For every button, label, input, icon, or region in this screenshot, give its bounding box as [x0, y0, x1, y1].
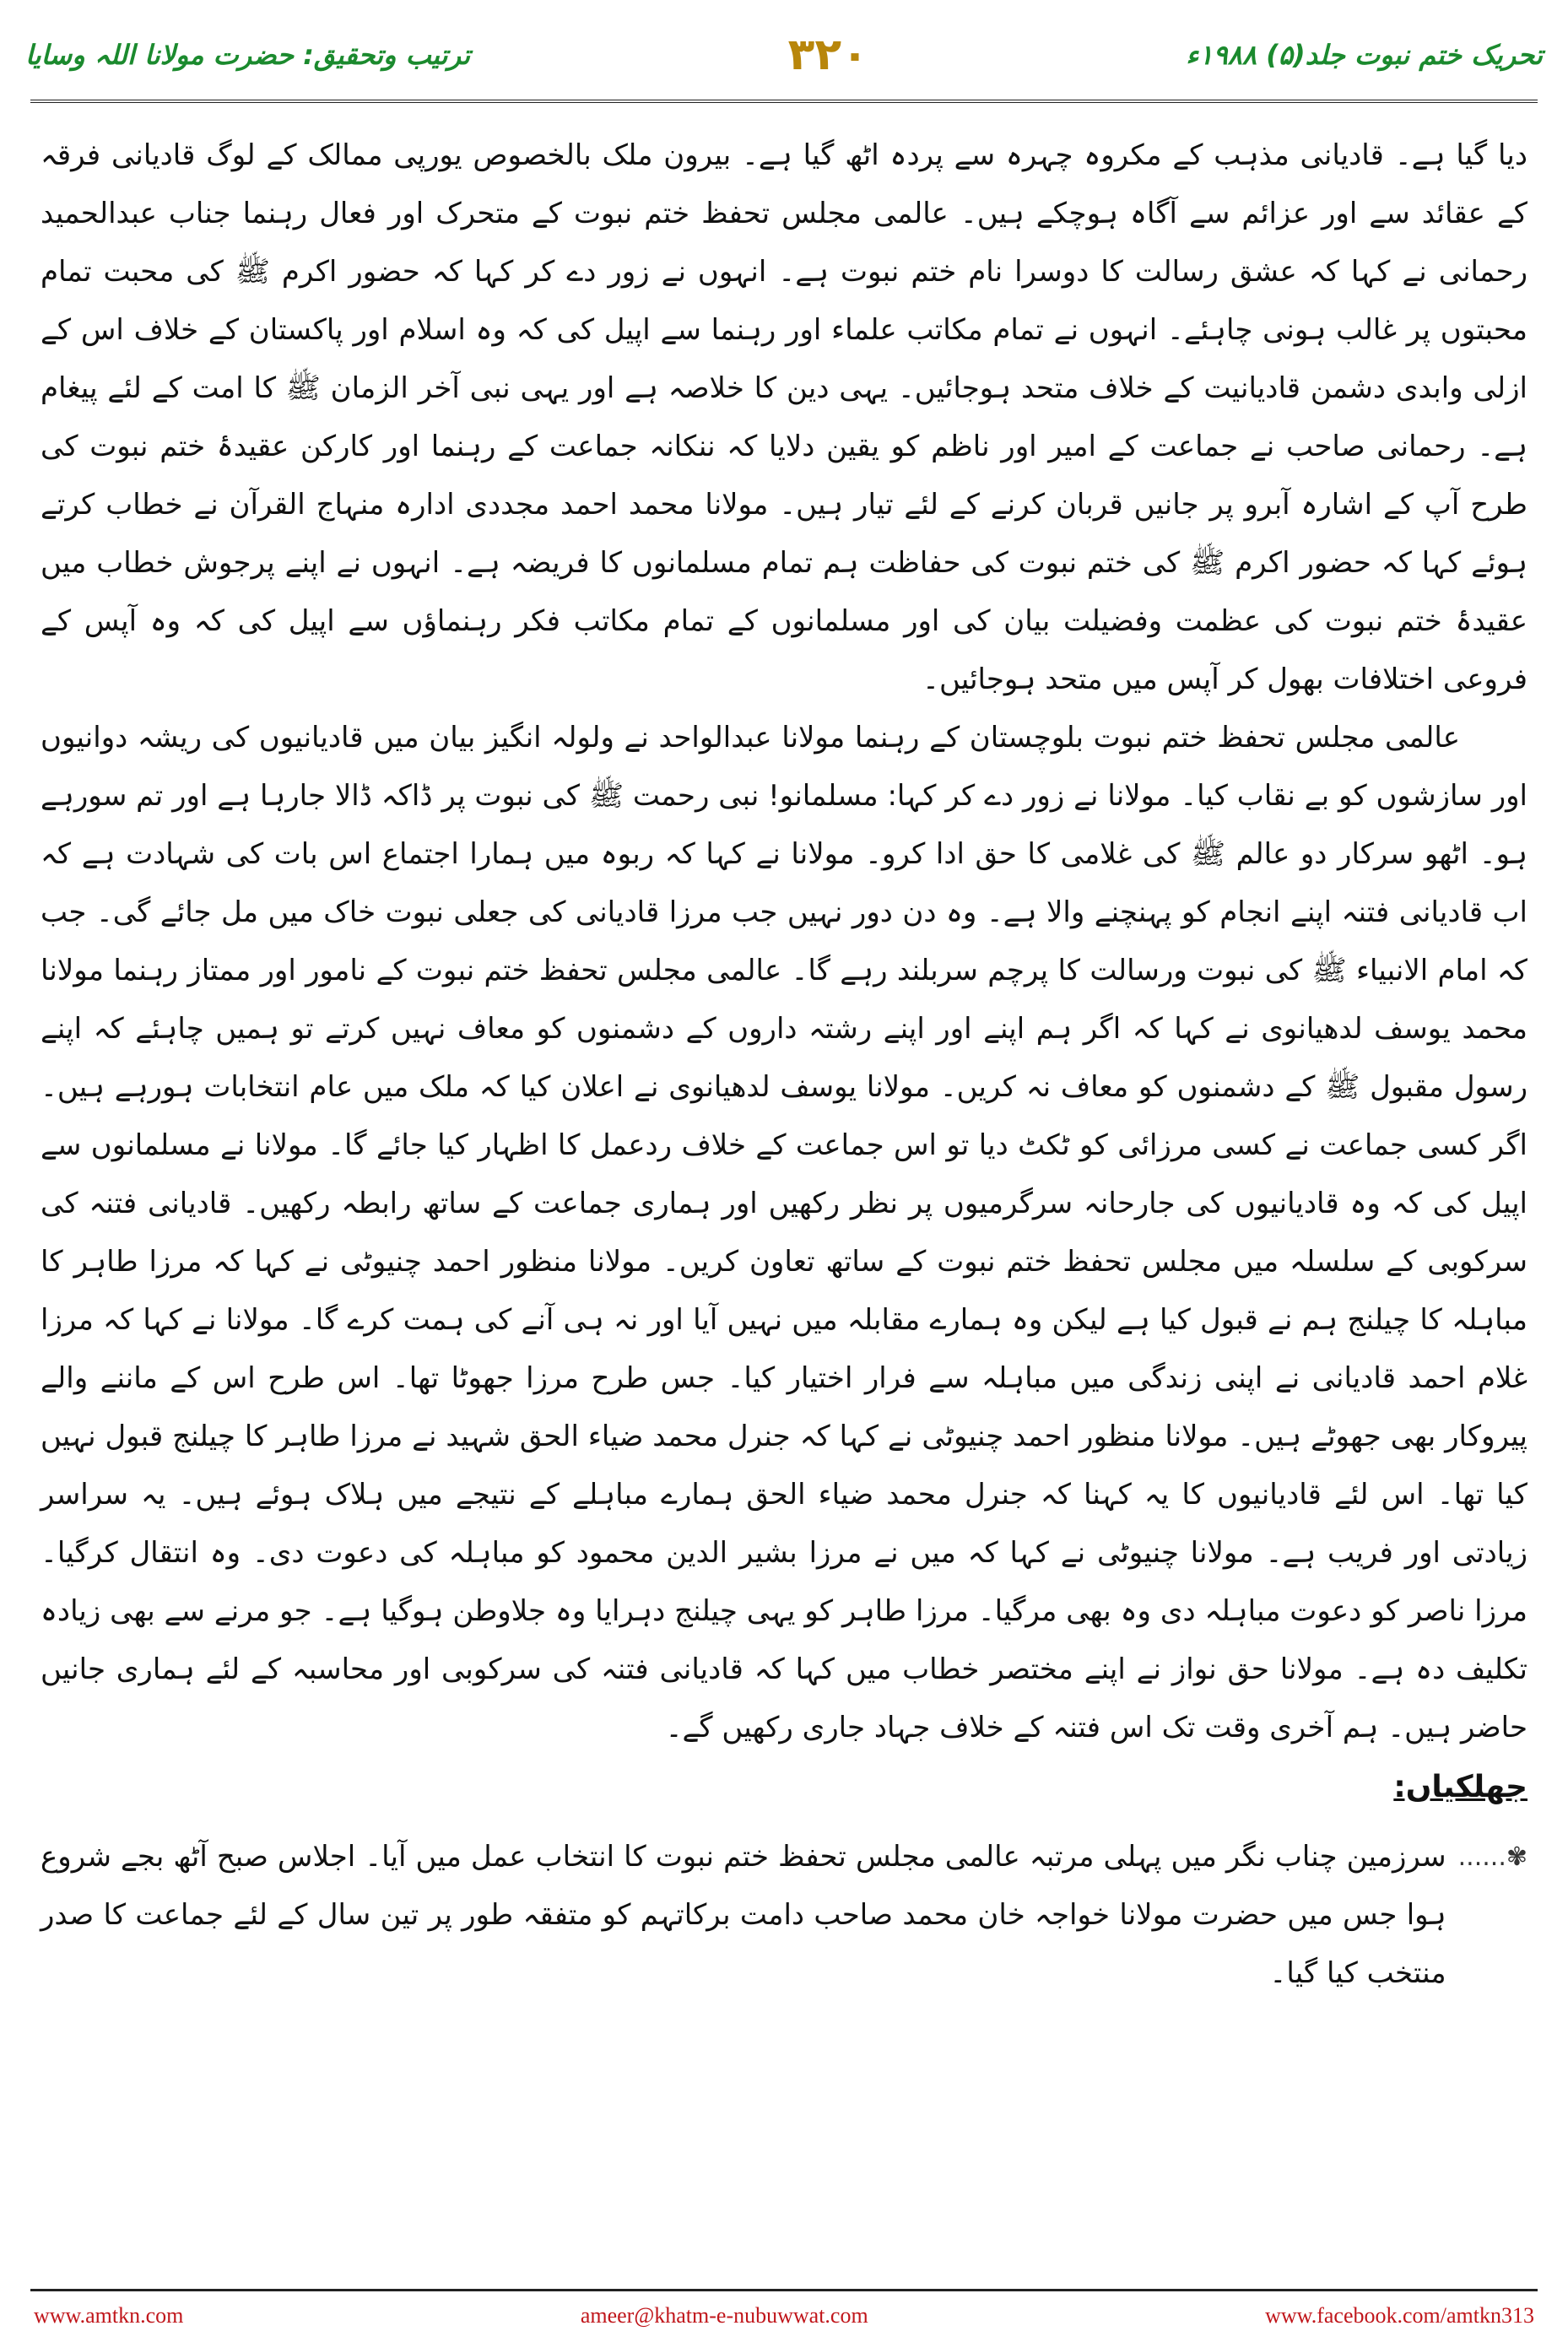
bullet-item: [41, 1828, 1527, 2003]
bullet-text: سرزمین چناب نگر میں پہلی مرتبہ عالمی مجلس تحفظ ختم نبوت کا انتخاب عمل میں آیا۔ اجلاس صبح آٹھ بجے شروع ہوا جس میں حضرت مولانا خواجہ خان محمد صاحب دامت برکاتہم کو متفقہ طور پر تین سال کے لئے جماعت کا صدر منتخب کیا گیا۔: [41, 1840, 1446, 1990]
page-footer: [34, 2299, 1534, 2333]
header-compiler: ترتیب وتحقیق: حضرت مولانا اللہ وسایا: [25, 39, 471, 71]
footer-facebook[interactable]: www.facebook.com/amtkn313: [1265, 2303, 1534, 2328]
paragraph-1: دیا گیا ہے۔ قادیانی مذہب کے مکروہ چہرہ سے پردہ اٹھ گیا ہے۔ بیرون ملک بالخصوص یورپی ممالک کے لوگ قادیانی فرقہ کے عقائد سے اور عزائم سے آگاہ ہوچکے ہیں۔ عالمی مجلس تحفظ ختم نبوت کے متحرک اور فعال رہنما جناب عبدالحمید رحمانی نے کہا کہ عشق رسالت کا دوسرا نام ختم نبوت ہے۔ انہوں نے زور دے کر کہا کہ حضور اکرم ﷺ کی محبت تمام محبتوں پر غالب ہونی چاہئے۔ انہوں نے تمام مکاتب علماء اور رہنما سے اپیل کی کہ وہ اسلام اور پاکستان کے خلاف اس کے ازلی وابدی دشمن قادیانیت کے خلاف متحد ہوجائیں۔ یہی دین کا خلاصہ ہے اور یہی نبی آخر الزمان ﷺ کا امت کے لئے پیغام ہے۔ رحمانی صاحب نے جماعت کے امیر اور ناظم کو یقین دلایا کہ ننکانہ جماعت کے رہنما اور کارکن عقیدۂ ختم نبوت کی طرح آپ کے اشارہ آبرو پر جانیں قربان کرنے کے لئے تیار ہیں۔ مولانا محمد احمد مجددی ادارہ منہاج القرآن نے خطاب کرتے ہوئے کہا کہ حضور اکرم ﷺ کی ختم نبوت کی حفاظت ہم تمام مسلمانوں کا فریضہ ہے۔ انہوں نے اپنے پرجوش خطاب میں عقیدۂ ختم نبوت کی عظمت وفضیلت بیان کی اور مسلمانوں کے تمام مکاتب فکر رہنماؤں سے اپیل کی کہ وہ آپس کے فروعی اختلافات بھول کر آپس میں متحد ہوجائیں۔: [41, 138, 1527, 696]
subheading-text: جھلکیاں:: [1393, 1770, 1527, 1804]
paragraph-2: عالمی مجلس تحفظ ختم نبوت بلوچستان کے رہنما مولانا عبدالواحد نے ولولہ انگیز بیان میں قادیانیوں کی ریشہ دوانیوں اور سازشوں کو بے نقاب کیا۔ مولانا نے زور دے کر کہا: مسلمانو! نبی رحمت ﷺ کی نبوت پر ڈاکہ ڈالا جارہا ہے اور تم سورہے ہو۔ اٹھو سرکار دو عالم ﷺ کی غلامی کا حق ادا کرو۔ مولانا نے کہا کہ ربوہ میں ہمارا اجتماع اس بات کی شہادت ہے کہ اب قادیانی فتنہ اپنے انجام کو پہنچنے والا ہے۔ وہ دن دور نہیں جب مرزا قادیانی کی جعلی نبوت خاک میں مل جائے گی۔ جب کہ امام الانبیاء ﷺ کی نبوت ورسالت کا پرچم سربلند رہے گا۔ عالمی مجلس تحفظ ختم نبوت کے نامور اور ممتاز رہنما مولانا محمد یوسف لدھیانوی نے کہا کہ اگر ہم اپنے اور اپنے رشتہ داروں کے دشمنوں کو معاف نہیں کرتے تو ہمیں چاہئے کہ اپنے رسول مقبول ﷺ کے دشمنوں کو معاف نہ کریں۔ مولانا یوسف لدھیانوی نے اعلان کیا کہ ملک میں عام انتخابات ہورہے ہیں۔ اگر کسی جماعت نے کسی مرزائی کو ٹکٹ دیا تو اس جماعت کے خلاف ردعمل کا اظہار کیا جائے گا۔ مولانا نے مسلمانوں سے اپیل کی کہ وہ قادیانیوں کی جارحانہ سرگرمیوں پر نظر رکھیں اور ہماری جماعت کے ساتھ رابطہ رکھیں۔ قادیانی فتنہ کی سرکوبی کے سلسلہ میں مجلس تحفظ ختم نبوت کے ساتھ تعاون کریں۔ مولانا منظور احمد چنیوٹی نے کہا کہ مرزا طاہر کا مباہلہ کا چیلنج ہم نے قبول کیا ہے لیکن وہ ہمارے مقابلہ میں نہیں آیا اور نہ ہی آنے کی ہمت کرے گا۔ مولانا نے کہا کہ مرزا غلام احمد قادیانی نے اپنی زندگی میں مباہلہ سے فرار اختیار کیا۔ جس طرح مرزا جھوٹا تھا۔ اس طرح اس کے ماننے والے پیروکار بھی جھوٹے ہیں۔ مولانا منظور احمد چنیوٹی نے کہا کہ جنرل محمد ضیاء الحق شہید نے مرزا طاہر کا چیلنج قبول نہیں کیا تھا۔ اس لئے قادیانیوں کا یہ کہنا کہ جنرل محمد ضیاء الحق ہمارے مباہلے کے نتیجے میں ہلاک ہوئے ہیں۔ یہ سراسر زیادتی اور فریب ہے۔ مولانا چنیوٹی نے کہا کہ میں نے مرزا بشیر الدین محمود کو مباہلہ کی دعوت دی۔ وہ انتقال کرگیا۔ مرزا ناصر کو دعوت مباہلہ دی وہ بھی مرگیا۔ مرزا طاہر کو یہی چیلنج دہرایا وہ جلاوطن ہوگیا ہے۔ جو مرنے سے بھی زیادہ تکلیف دہ ہے۔ مولانا حق نواز نے اپنے مختصر خطاب میں کہا کہ قادیانی فتنہ کی سرکوبی اور محاسبہ کے لئے ہماری جانیں حاضر ہیں۔ ہم آخری وقت تک اس فتنہ کے خلاف جہاد جاری رکھیں گے۔: [41, 721, 1527, 1744]
footer-divider: [30, 2289, 1538, 2291]
subheading: [41, 1762, 1527, 1813]
page-header: [25, 17, 1543, 93]
page-body: [41, 127, 1527, 2279]
footer-email[interactable]: ameer@khatm-e-nubuwwat.com: [580, 2303, 868, 2328]
header-book-title: تحریک ختم نبوت جلد(۵) ۱۹۸۸ء: [1186, 39, 1543, 71]
header-divider: [30, 100, 1538, 103]
footer-website[interactable]: www.amtkn.com: [34, 2303, 184, 2328]
flower-bullet-icon: ✾......: [1457, 1842, 1527, 1872]
bullet-dots: ......: [1457, 1842, 1506, 1872]
page-number: ۳۲۰: [787, 30, 868, 80]
